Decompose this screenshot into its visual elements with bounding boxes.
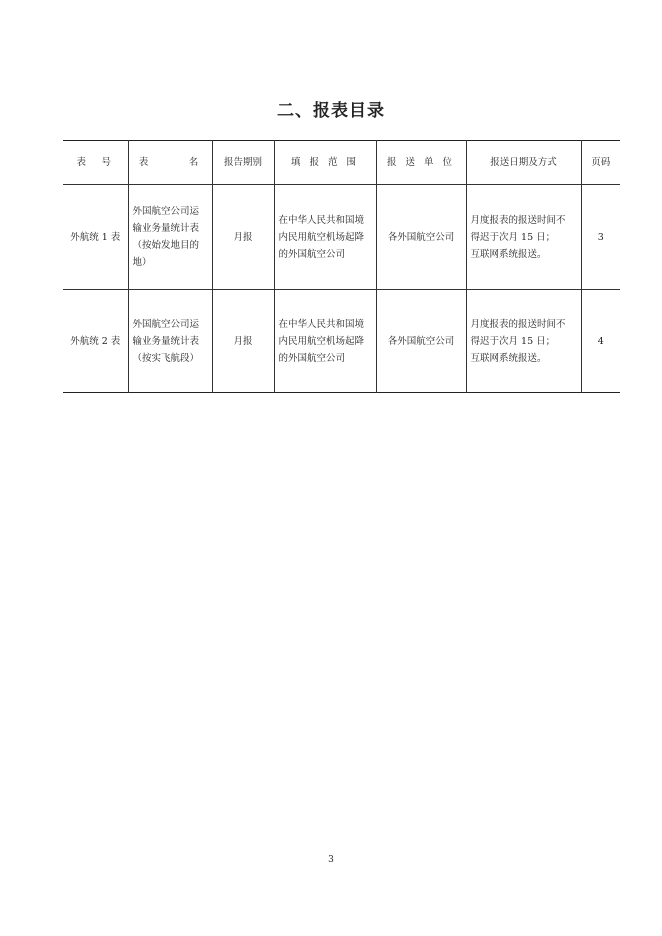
header-page: 页码 (581, 141, 620, 185)
cell-line: （按始发地目的 (132, 240, 200, 251)
cell-line: 互联网系统报送。 (470, 248, 547, 260)
cell-line: 内民用航空机场起降 (278, 231, 365, 243)
header-period: 报告期别 (212, 141, 274, 185)
cell-line: 外国航空公司运 (132, 206, 200, 217)
header-method: 报送日期及方式 (466, 141, 581, 185)
table-header-row (63, 141, 620, 185)
cell-line: 的外国航空公司 (278, 248, 346, 260)
header-scope: 填 报 范 围 (274, 141, 376, 185)
cell-name (128, 290, 212, 393)
cell-line: 的外国航空公司 (278, 352, 346, 364)
page-number: 3 (328, 855, 334, 865)
page-title: 二、报表目录 (277, 101, 385, 121)
cell-line: 内民用航空机场起降 (278, 335, 365, 347)
cell-method (466, 290, 581, 393)
cell-line: 输业务量统计表 (132, 335, 200, 347)
cell-line: 得迟于次月 15 日； (470, 231, 556, 243)
cell-line: 在中华人民共和国境 (278, 318, 365, 330)
cell-line: 互联网系统报送。 (470, 352, 547, 364)
cell-period: 月报 (212, 290, 274, 393)
cell-page: 4 (581, 290, 620, 393)
table-row (63, 185, 620, 290)
report-catalog-table (63, 140, 620, 393)
cell-scope (274, 290, 376, 393)
table-row (63, 290, 620, 393)
cell-unit: 各外国航空公司 (376, 290, 466, 393)
cell-line: 月度报表的报送时间不 (470, 214, 566, 226)
cell-line: （按实飞航段） (132, 352, 200, 364)
cell-scope (274, 185, 376, 290)
cell-line: 输业务量统计表 (132, 223, 200, 234)
cell-code: 外航统 2 表 (63, 290, 128, 393)
cell-method (466, 185, 581, 290)
header-name: 表 名 (128, 141, 212, 185)
cell-line: 月度报表的报送时间不 (470, 318, 566, 330)
cell-name (128, 185, 212, 290)
cell-page: 3 (581, 185, 620, 290)
header-code: 表 号 (63, 141, 128, 185)
cell-line: 地） (132, 257, 152, 268)
cell-line: 得迟于次月 15 日； (470, 335, 556, 347)
cell-code: 外航统 1 表 (63, 185, 128, 290)
header-unit: 报 送 单 位 (376, 141, 466, 185)
cell-line: 外国航空公司运 (132, 318, 200, 330)
cell-period: 月报 (212, 185, 274, 290)
cell-unit: 各外国航空公司 (376, 185, 466, 290)
cell-line: 在中华人民共和国境 (278, 214, 365, 226)
